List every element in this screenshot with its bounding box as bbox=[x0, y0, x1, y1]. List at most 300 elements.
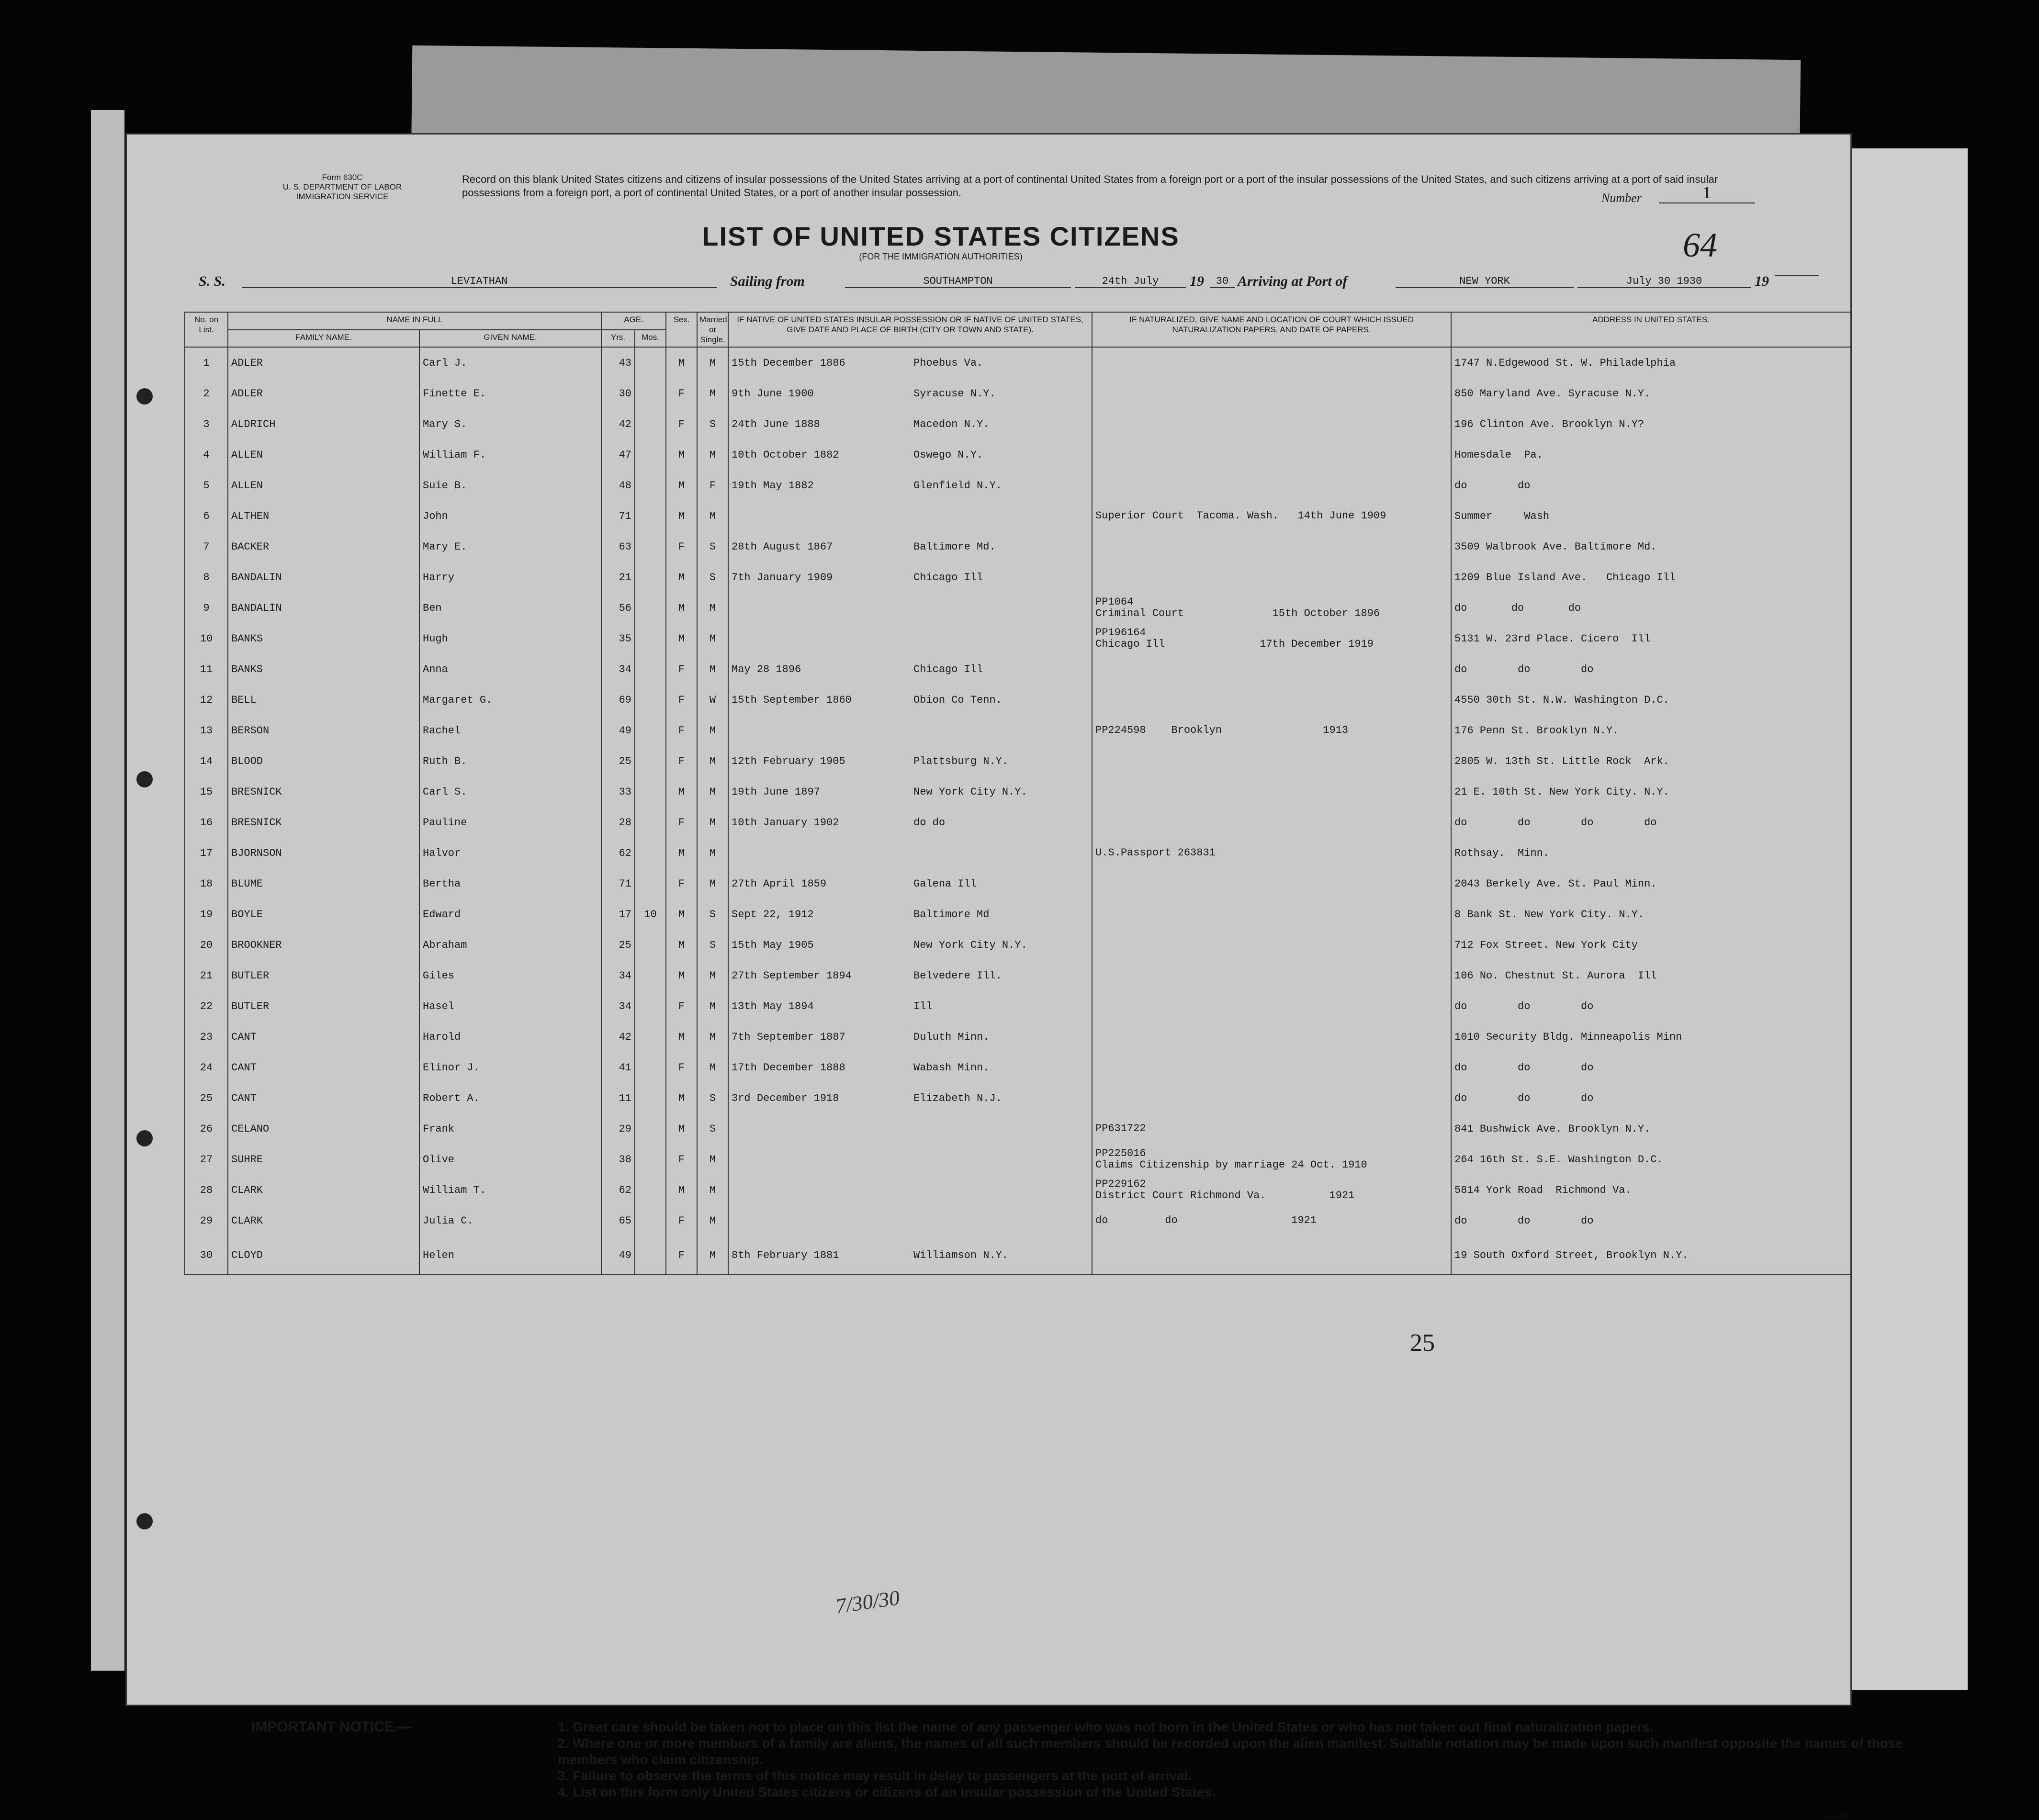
naturalization-detail: Criminal Court 15th October 1896 bbox=[1095, 607, 1380, 619]
given-name: John bbox=[419, 501, 601, 531]
birth-date: 3rd December 1918 bbox=[732, 1092, 839, 1104]
birth-info bbox=[728, 838, 1092, 868]
binding-strip bbox=[91, 110, 124, 1671]
marital-status: M bbox=[697, 1144, 728, 1175]
birth-info bbox=[728, 470, 1092, 501]
row-number: 15 bbox=[185, 776, 228, 807]
sex: M bbox=[666, 1113, 697, 1144]
birth-info bbox=[728, 439, 1092, 470]
age-months bbox=[635, 654, 666, 685]
col-header-address: ADDRESS IN UNITED STATES. bbox=[1451, 312, 1851, 347]
marital-status: S bbox=[697, 409, 728, 439]
family-name: ALTHEN bbox=[228, 501, 419, 531]
age-months bbox=[635, 746, 666, 776]
birth-place: Chicago Ill bbox=[913, 571, 983, 584]
birth-place: Baltimore Md. bbox=[913, 540, 996, 553]
birth-date: May 28 1896 bbox=[732, 663, 801, 675]
marital-status: M bbox=[697, 593, 728, 623]
table-row bbox=[185, 654, 1851, 685]
birth-info bbox=[728, 1113, 1092, 1144]
naturalization-info bbox=[1092, 1144, 1451, 1175]
family-name: BRESNICK bbox=[228, 776, 419, 807]
manifest-page bbox=[125, 133, 1903, 1820]
family-name: BLOOD bbox=[228, 746, 419, 776]
row-number: 28 bbox=[185, 1175, 228, 1205]
address: Homesdale Pa. bbox=[1451, 439, 1851, 470]
row-number: 19 bbox=[185, 899, 228, 930]
age-months bbox=[635, 868, 666, 899]
table-row bbox=[185, 868, 1851, 899]
birth-date: 13th May 1894 bbox=[732, 1000, 814, 1012]
birth-info bbox=[728, 1052, 1092, 1083]
address: 176 Penn St. Brooklyn N.Y. bbox=[1451, 715, 1851, 746]
sailing-from-label: Sailing from bbox=[730, 273, 805, 289]
sex: M bbox=[666, 439, 697, 470]
age-years: 34 bbox=[601, 960, 635, 991]
sex: M bbox=[666, 623, 697, 654]
birth-info bbox=[728, 685, 1092, 715]
address: 1209 Blue Island Ave. Chicago Ill bbox=[1451, 562, 1851, 593]
naturalization-detail: Chicago Ill 17th December 1919 bbox=[1095, 638, 1374, 650]
punch-hole bbox=[136, 771, 153, 787]
naturalization-info bbox=[1092, 439, 1451, 470]
age-years: 17 bbox=[601, 899, 635, 930]
naturalization-info bbox=[1092, 685, 1451, 715]
birth-date: 9th June 1900 bbox=[732, 387, 814, 400]
birth-date: 15th May 1905 bbox=[732, 939, 814, 951]
given-name: Margaret G. bbox=[419, 685, 601, 715]
marital-status: M bbox=[697, 1175, 728, 1205]
col-header-name-in-full: NAME IN FULL bbox=[228, 312, 601, 330]
row-number: 8 bbox=[185, 562, 228, 593]
birth-info bbox=[728, 1205, 1092, 1236]
sex: F bbox=[666, 746, 697, 776]
row-number: 4 bbox=[185, 439, 228, 470]
marital-status: M bbox=[697, 439, 728, 470]
birth-date: 12th February 1905 bbox=[732, 755, 845, 767]
sex: M bbox=[666, 960, 697, 991]
sex: M bbox=[666, 899, 697, 930]
col-header-given-name: GIVEN NAME. bbox=[419, 330, 601, 348]
table-row bbox=[185, 623, 1851, 654]
row-number: 25 bbox=[185, 1083, 228, 1113]
age-months bbox=[635, 960, 666, 991]
age-months bbox=[635, 1175, 666, 1205]
punch-hole bbox=[136, 388, 153, 404]
birth-date: 19th June 1897 bbox=[732, 786, 820, 798]
address: 8 Bank St. New York City. N.Y. bbox=[1451, 899, 1851, 930]
age-years: 42 bbox=[601, 409, 635, 439]
birth-place: Phoebus Va. bbox=[913, 357, 983, 369]
inspector-signature: 7/30/30 bbox=[834, 1585, 901, 1618]
family-name: BANDALIN bbox=[228, 593, 419, 623]
given-name: Giles bbox=[419, 960, 601, 991]
birth-place: Syracuse N.Y. bbox=[913, 387, 996, 400]
marital-status: M bbox=[697, 1205, 728, 1236]
marital-status: M bbox=[697, 623, 728, 654]
row-number: 6 bbox=[185, 501, 228, 531]
address: do do do bbox=[1451, 593, 1851, 623]
family-name: BACKER bbox=[228, 531, 419, 562]
marital-status: M bbox=[697, 1022, 728, 1052]
age-months bbox=[635, 1083, 666, 1113]
sex: M bbox=[666, 1022, 697, 1052]
naturalization-detail: PP224598 Brooklyn 1913 bbox=[1095, 724, 1349, 736]
birth-info bbox=[728, 899, 1092, 930]
arriving-label: Arriving at Port of bbox=[1238, 273, 1348, 289]
family-name: BLUME bbox=[228, 868, 419, 899]
age-months bbox=[635, 593, 666, 623]
row-number: 7 bbox=[185, 531, 228, 562]
birth-info bbox=[728, 531, 1092, 562]
table-row bbox=[185, 715, 1851, 746]
sailing-line bbox=[199, 273, 1826, 297]
address: 106 No. Chestnut St. Aurora Ill bbox=[1451, 960, 1851, 991]
age-years: 65 bbox=[601, 1205, 635, 1236]
address: 841 Bushwick Ave. Brooklyn N.Y. bbox=[1451, 1113, 1851, 1144]
birth-info bbox=[728, 746, 1092, 776]
age-months bbox=[635, 807, 666, 838]
marital-status: S bbox=[697, 531, 728, 562]
naturalization-info bbox=[1092, 378, 1451, 409]
age-months bbox=[635, 1113, 666, 1144]
form-code: 14—608 bbox=[1822, 1812, 1847, 1820]
family-name: BOYLE bbox=[228, 899, 419, 930]
sailing-date: 24th July bbox=[1075, 275, 1186, 288]
table-row bbox=[185, 838, 1851, 868]
birth-date: 15th December 1886 bbox=[732, 357, 845, 369]
age-months bbox=[635, 776, 666, 807]
address: 5131 W. 23rd Place. Cicero Ill bbox=[1451, 623, 1851, 654]
marital-status: M bbox=[697, 501, 728, 531]
passport-number: PP1064 bbox=[1095, 596, 1134, 608]
birth-info bbox=[728, 409, 1092, 439]
sex: F bbox=[666, 807, 697, 838]
naturalization-info bbox=[1092, 531, 1451, 562]
birth-place: New York City N.Y. bbox=[913, 786, 1027, 798]
marital-status: S bbox=[697, 1083, 728, 1113]
given-name: Halvor bbox=[419, 838, 601, 868]
address: 19 South Oxford Street, Brooklyn N.Y. bbox=[1451, 1236, 1851, 1275]
family-name: CLARK bbox=[228, 1205, 419, 1236]
family-name: BANKS bbox=[228, 654, 419, 685]
sex: M bbox=[666, 562, 697, 593]
row-number: 5 bbox=[185, 470, 228, 501]
given-name: Harry bbox=[419, 562, 601, 593]
given-name: Bertha bbox=[419, 868, 601, 899]
birth-info bbox=[728, 562, 1092, 593]
birth-date: 19th May 1882 bbox=[732, 479, 814, 492]
age-months bbox=[635, 501, 666, 531]
given-name: Suie B. bbox=[419, 470, 601, 501]
birth-place: Obion Co Tenn. bbox=[913, 694, 1002, 706]
naturalization-info bbox=[1092, 623, 1451, 654]
age-years: 71 bbox=[601, 868, 635, 899]
age-months bbox=[635, 838, 666, 868]
marital-status: M bbox=[697, 746, 728, 776]
birth-info bbox=[728, 991, 1092, 1022]
family-name: CANT bbox=[228, 1052, 419, 1083]
given-name: Finette E. bbox=[419, 378, 601, 409]
notice-item: 1. Great care should be taken not to place on this list the name of any passenger who was not born in the United States or who has not taken out final naturalization papers. bbox=[558, 1719, 1654, 1734]
given-name: Harold bbox=[419, 1022, 601, 1052]
marital-status: M bbox=[697, 654, 728, 685]
naturalization-info bbox=[1092, 501, 1451, 531]
address: 1010 Security Bldg. Minneapolis Minn bbox=[1451, 1022, 1851, 1052]
naturalization-info bbox=[1092, 409, 1451, 439]
address: do do bbox=[1451, 470, 1851, 501]
birth-info bbox=[728, 593, 1092, 623]
family-name: BELL bbox=[228, 685, 419, 715]
col-header-naturalized: IF NATURALIZED, GIVE NAME AND LOCATION OF COURT WHICH ISSUED NATURALIZATION PAPERS, AND DATE OF PAPERS. bbox=[1092, 312, 1451, 347]
table-row bbox=[185, 1052, 1851, 1083]
table-row bbox=[185, 409, 1851, 439]
sex: M bbox=[666, 930, 697, 960]
row-number: 14 bbox=[185, 746, 228, 776]
passport-number: PP196164 bbox=[1095, 627, 1146, 639]
marital-status: M bbox=[697, 715, 728, 746]
birth-date: 27th April 1859 bbox=[732, 877, 827, 890]
marital-status: M bbox=[697, 868, 728, 899]
row-number: 18 bbox=[185, 868, 228, 899]
preamble-text: Record on this blank United States citizens and citizens of insular possessions of the United States arriving at a port of continental United States from a foreign port or a port of the insular possessions of the United States, and such citizens arriving at a port of said insular possessions from a foreign port, a port of continental United States, or a port of another insular possession. bbox=[462, 173, 1718, 199]
row-number: 21 bbox=[185, 960, 228, 991]
notice-heading: IMPORTANT NOTICE.— bbox=[251, 1719, 413, 1735]
marital-status: M bbox=[697, 807, 728, 838]
address: 2805 W. 13th St. Little Rock Ark. bbox=[1451, 746, 1851, 776]
marital-status: M bbox=[697, 1236, 728, 1275]
table-row bbox=[185, 1144, 1851, 1175]
sex: F bbox=[666, 868, 697, 899]
handwritten-note: 25 bbox=[1410, 1329, 1435, 1357]
given-name: Carl S. bbox=[419, 776, 601, 807]
birth-place: New York City N.Y. bbox=[913, 939, 1027, 951]
birth-place: Williamson N.Y. bbox=[913, 1249, 1009, 1261]
naturalization-info bbox=[1092, 347, 1451, 378]
department-name: U. S. DEPARTMENT OF LABOR bbox=[282, 182, 402, 191]
naturalization-detail: Superior Court Tacoma. Wash. 14th June 1909 bbox=[1095, 510, 1386, 522]
given-name: Abraham bbox=[419, 930, 601, 960]
row-number: 24 bbox=[185, 1052, 228, 1083]
naturalization-detail: do do 1921 bbox=[1095, 1214, 1317, 1226]
marital-status: M bbox=[697, 776, 728, 807]
page-title: LIST OF UNITED STATES CITIZENS bbox=[702, 221, 1180, 251]
service-name: IMMIGRATION SERVICE bbox=[296, 192, 389, 201]
marital-status: M bbox=[697, 991, 728, 1022]
notice-item: 4. List on this form only United States citizens or citizens of an insular possession of the United States. bbox=[558, 1785, 1216, 1799]
family-name: BANDALIN bbox=[228, 562, 419, 593]
birth-place: do do bbox=[913, 816, 946, 829]
age-years: 21 bbox=[601, 562, 635, 593]
birth-info bbox=[728, 347, 1092, 378]
birth-date: Sept 22, 1912 bbox=[732, 908, 814, 921]
birth-date: 10th January 1902 bbox=[732, 816, 839, 829]
age-years: 29 bbox=[601, 1113, 635, 1144]
given-name: Robert A. bbox=[419, 1083, 601, 1113]
family-name: ALLEN bbox=[228, 439, 419, 470]
sex: F bbox=[666, 409, 697, 439]
given-name: Pauline bbox=[419, 807, 601, 838]
naturalization-info bbox=[1092, 1205, 1451, 1236]
address: 21 E. 10th St. New York City. N.Y. bbox=[1451, 776, 1851, 807]
marital-status: F bbox=[697, 470, 728, 501]
age-months bbox=[635, 378, 666, 409]
row-number: 9 bbox=[185, 593, 228, 623]
table-row bbox=[185, 899, 1851, 930]
address: do do do bbox=[1451, 654, 1851, 685]
year-prefix: 19 bbox=[1190, 273, 1204, 289]
family-name: ADLER bbox=[228, 378, 419, 409]
col-header-age: AGE. bbox=[601, 312, 666, 330]
row-number: 27 bbox=[185, 1144, 228, 1175]
table-row bbox=[185, 531, 1851, 562]
row-number: 10 bbox=[185, 623, 228, 654]
row-number: 2 bbox=[185, 378, 228, 409]
number-label: Number bbox=[1601, 191, 1642, 205]
notice-list bbox=[558, 1719, 1946, 1800]
given-name: Elinor J. bbox=[419, 1052, 601, 1083]
address: do do do bbox=[1451, 1052, 1851, 1083]
age-years: 42 bbox=[601, 1022, 635, 1052]
age-months bbox=[635, 409, 666, 439]
naturalization-info bbox=[1092, 960, 1451, 991]
naturalization-detail: District Court Richmond Va. 1921 bbox=[1095, 1190, 1355, 1202]
family-name: BUTLER bbox=[228, 991, 419, 1022]
address: Rothsay. Minn. bbox=[1451, 838, 1851, 868]
table-row bbox=[185, 1083, 1851, 1113]
passenger-table bbox=[184, 312, 1851, 1275]
table-row bbox=[185, 746, 1851, 776]
address: do do do bbox=[1451, 1205, 1851, 1236]
table-row bbox=[185, 1205, 1851, 1236]
row-number: 30 bbox=[185, 1236, 228, 1275]
marital-status: M bbox=[697, 378, 728, 409]
given-name: Carl J. bbox=[419, 347, 601, 378]
birth-place: Macedon N.Y. bbox=[913, 418, 990, 430]
sex: M bbox=[666, 776, 697, 807]
family-name: BERSON bbox=[228, 715, 419, 746]
table-row bbox=[185, 960, 1851, 991]
birth-info bbox=[728, 1175, 1092, 1205]
table-row bbox=[185, 807, 1851, 838]
age-years: 69 bbox=[601, 685, 635, 715]
naturalization-info bbox=[1092, 654, 1451, 685]
family-name: ALDRICH bbox=[228, 409, 419, 439]
given-name: Helen bbox=[419, 1236, 601, 1275]
naturalization-detail: U.S.Passport 263831 bbox=[1095, 847, 1216, 859]
notice-item: 3. Failure to observe the terms of this notice may result in delay to passengers at the port of arrival. bbox=[558, 1768, 1192, 1783]
age-years: 25 bbox=[601, 746, 635, 776]
table-row bbox=[185, 1113, 1851, 1144]
given-name: Hugh bbox=[419, 623, 601, 654]
marital-status: W bbox=[697, 685, 728, 715]
birth-place: Plattsburg N.Y. bbox=[913, 755, 1009, 767]
family-name: SUHRE bbox=[228, 1144, 419, 1175]
naturalization-detail: Claims Citizenship by marriage 24 Oct. 1910 bbox=[1095, 1159, 1367, 1171]
row-number: 1 bbox=[185, 347, 228, 378]
form-number: Form 630C bbox=[322, 173, 363, 182]
handwritten-page-number: 64 bbox=[1683, 226, 1717, 264]
naturalization-info bbox=[1092, 930, 1451, 960]
family-name: CANT bbox=[228, 1083, 419, 1113]
marital-status: S bbox=[697, 562, 728, 593]
year-prefix-2: 19 bbox=[1755, 273, 1769, 289]
page-subtitle: (FOR THE IMMIGRATION AUTHORITIES) bbox=[859, 252, 1023, 261]
passport-number: PP225016 bbox=[1095, 1147, 1146, 1159]
birth-place: Oswego N.Y. bbox=[913, 449, 983, 461]
birth-info bbox=[728, 378, 1092, 409]
age-years: 28 bbox=[601, 807, 635, 838]
arrival-year-blank bbox=[1775, 275, 1819, 276]
birth-info bbox=[728, 1083, 1092, 1113]
naturalization-detail: PP631722 bbox=[1095, 1123, 1146, 1135]
family-name: CANT bbox=[228, 1022, 419, 1052]
punch-hole bbox=[136, 1513, 153, 1529]
age-years: 11 bbox=[601, 1083, 635, 1113]
col-header-years: Yrs. bbox=[601, 330, 635, 348]
address: Summer Wash bbox=[1451, 501, 1851, 531]
row-number: 12 bbox=[185, 685, 228, 715]
birth-date: 10th October 1882 bbox=[732, 449, 839, 461]
sex: F bbox=[666, 715, 697, 746]
birth-date: 17th December 1888 bbox=[732, 1061, 845, 1074]
birth-info bbox=[728, 776, 1092, 807]
sex: F bbox=[666, 1236, 697, 1275]
adjacent-page-edge bbox=[1834, 148, 1968, 1690]
table-row bbox=[185, 1022, 1851, 1052]
naturalization-info bbox=[1092, 868, 1451, 899]
age-years: 25 bbox=[601, 930, 635, 960]
table-row bbox=[185, 593, 1851, 623]
birth-date: 27th September 1894 bbox=[732, 969, 852, 982]
age-months bbox=[635, 562, 666, 593]
birth-info bbox=[728, 654, 1092, 685]
age-years: 41 bbox=[601, 1052, 635, 1083]
table-row bbox=[185, 991, 1851, 1022]
birth-date: 7th September 1887 bbox=[732, 1031, 845, 1043]
col-header-married: Married or Single. bbox=[697, 312, 728, 347]
family-name: ALLEN bbox=[228, 470, 419, 501]
form-identifier bbox=[270, 173, 414, 202]
sex: F bbox=[666, 1144, 697, 1175]
naturalization-info bbox=[1092, 991, 1451, 1022]
age-months bbox=[635, 930, 666, 960]
age-years: 47 bbox=[601, 439, 635, 470]
arrival-date: July 30 1930 bbox=[1577, 275, 1751, 288]
address: 850 Maryland Ave. Syracuse N.Y. bbox=[1451, 378, 1851, 409]
naturalization-info bbox=[1092, 1083, 1451, 1113]
marital-status: M bbox=[697, 347, 728, 378]
address: do do do bbox=[1451, 1083, 1851, 1113]
address: 1747 N.Edgewood St. W. Philadelphia bbox=[1451, 347, 1851, 378]
row-number: 20 bbox=[185, 930, 228, 960]
age-months bbox=[635, 1205, 666, 1236]
address: 2043 Berkely Ave. St. Paul Minn. bbox=[1451, 868, 1851, 899]
age-years: 49 bbox=[601, 715, 635, 746]
ss-label: S. S. bbox=[199, 273, 225, 289]
family-name: BROOKNER bbox=[228, 930, 419, 960]
ship-name: LEVIATHAN bbox=[242, 275, 717, 288]
naturalization-info bbox=[1092, 593, 1451, 623]
address: 4550 30th St. N.W. Washington D.C. bbox=[1451, 685, 1851, 715]
birth-place: Belvedere Ill. bbox=[913, 969, 1002, 982]
sex: M bbox=[666, 347, 697, 378]
age-months bbox=[635, 470, 666, 501]
birth-place: Baltimore Md bbox=[913, 908, 990, 921]
sex: F bbox=[666, 378, 697, 409]
address: 196 Clinton Ave. Brooklyn N.Y? bbox=[1451, 409, 1851, 439]
marital-status: M bbox=[697, 838, 728, 868]
